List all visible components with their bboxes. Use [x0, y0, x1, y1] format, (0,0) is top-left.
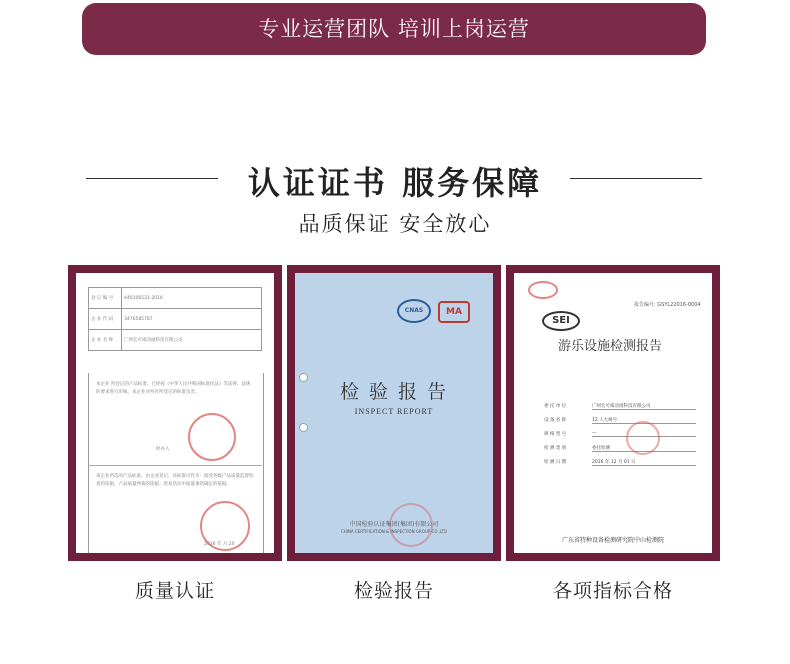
section-title: 认证证书 服务保障 [247, 164, 543, 202]
field-value: 委托检测 [592, 445, 696, 452]
quality-certificate-document [76, 273, 274, 553]
report-subtitle: INSPECT REPORT [354, 407, 434, 416]
report-field [544, 413, 700, 427]
field-label: 规 格 型 号 [544, 432, 567, 437]
report-number: 报告编号: GSYL22016-0004 [634, 302, 701, 308]
field-value: 广州宏可威动漫科技有限公司 [592, 403, 696, 410]
divider-right [570, 178, 702, 179]
report-fields [544, 399, 700, 469]
reg-value: 440106531-2016 [122, 288, 262, 309]
sei-logo-icon: SEI [542, 311, 580, 331]
reg-value: 广州宏可威动画科技有限公司 [122, 330, 262, 351]
report-title: 检 验 报 告 [339, 381, 449, 403]
caption-inspection: 检验报告 [353, 580, 434, 602]
reg-label: 企 业 名 称 [89, 330, 122, 351]
reg-value: 3476585787 [122, 309, 262, 330]
top-banner: 专业运营团队 培训上岗运营 [82, 3, 706, 55]
field-label: 检 测 类 别 [544, 446, 567, 451]
issuer-name-en: CHINA CERTIFICATION & INSPECTION GROUP CO.,LTD [340, 529, 448, 534]
section-subtitle: 品质保证 安全放心 [298, 212, 492, 236]
field-label: 设 备 名 称 [544, 418, 567, 423]
issuer-name: 中国检验认证集团(集团)有限公司 [349, 521, 439, 528]
report-title: 游乐设施检测报告 [558, 339, 663, 354]
red-seal-icon [626, 421, 660, 455]
section-header [0, 150, 790, 210]
inspection-report-document [295, 273, 493, 553]
certificate-card-inspection[interactable] [287, 265, 501, 561]
cnas-logo-icon: CNAS [397, 299, 431, 323]
field-value: — [592, 431, 696, 437]
caption-indicators: 各项指标合格 [552, 580, 673, 602]
divider [88, 465, 262, 466]
red-logo-icon [528, 281, 558, 299]
certificate-signature-label: 经办人 [156, 447, 170, 452]
report-field [544, 427, 700, 441]
amusement-test-report-document [514, 273, 712, 553]
certificate-card-quality[interactable] [68, 265, 282, 561]
field-value: 12 人大树号 [592, 417, 696, 424]
certificate-paragraph: 该企业所选的产品标准、由企业登记，该标准可作为：接受各级产品质量监督检查的依据，产品质量仲裁的依据；贸易活动中质量条款确定的依据。 [96, 474, 254, 487]
field-value: 2016 年 12 月 01 日 [592, 459, 696, 466]
caption-quality: 质量认证 [134, 580, 215, 602]
reg-label: 登 记 编 号 [89, 288, 122, 309]
report-field [544, 399, 700, 413]
reg-label: 企 业 代 码 [89, 309, 122, 330]
red-seal-icon [188, 413, 236, 461]
field-label: 检 测 日 期 [544, 460, 567, 465]
certificate-paragraph: 本企业 所登记的产品标准。已经按《中华人民共和国标准化法》等法律、法规的要求进行审核。本企业对所有所登记的标准负责。 [96, 382, 251, 395]
binder-hole-icon [299, 423, 308, 432]
certificate-date: 2016 年 月 20 [204, 542, 235, 547]
cma-logo-icon: MA [438, 301, 470, 323]
field-label: 委 托 单 位 [544, 404, 567, 409]
registration-table [88, 287, 262, 351]
report-field [544, 455, 700, 469]
report-field [544, 441, 700, 455]
certificate-card-indicators[interactable] [506, 265, 720, 561]
report-issuer: 广东省特种设备检测研究院中山检测院 [561, 537, 664, 544]
